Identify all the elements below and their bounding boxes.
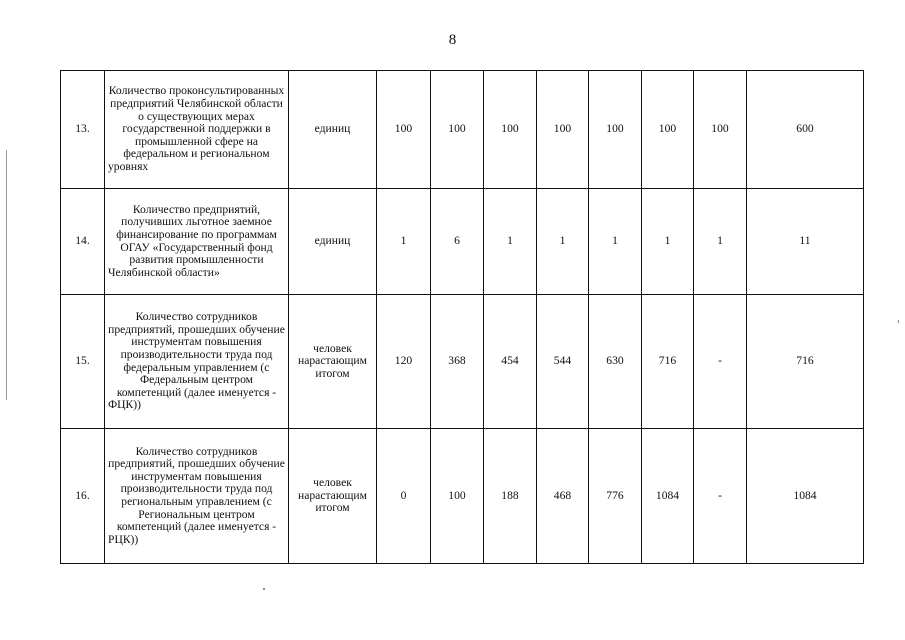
indicator-name: Количество сотрудников предприятий, прошедших обучение инструментам повышения производительности труда под региональным управлением (с Региональным центром компетенций (далее именуется - РЦК))	[105, 429, 289, 564]
value-cell: 100	[377, 71, 431, 189]
value-cell: -	[694, 295, 747, 429]
unit-cell: единиц	[289, 71, 377, 189]
unit-cell: единиц	[289, 189, 377, 295]
total-cell: 600	[747, 71, 864, 189]
value-cell: 100	[484, 71, 537, 189]
value-cell: 1	[589, 189, 642, 295]
indicator-name: Количество проконсультированных предприятий Челябинской области о существующих мерах государственной поддержки в промышленной сфере на федеральном и региональном уровнях	[105, 71, 289, 189]
value-cell: 100	[642, 71, 694, 189]
total-cell: 11	[747, 189, 864, 295]
value-cell: 100	[431, 429, 484, 564]
row-number: 16.	[61, 429, 105, 564]
indicators-table	[60, 70, 864, 564]
row-number: 13.	[61, 71, 105, 189]
table-row	[61, 429, 864, 564]
value-cell: 716	[642, 295, 694, 429]
page-number: 8	[448, 32, 457, 48]
value-cell: 1	[484, 189, 537, 295]
value-cell: 468	[537, 429, 589, 564]
unit-cell: человек нарастающим итогом	[289, 429, 377, 564]
table-row	[61, 71, 864, 189]
unit-cell: человек нарастающим итогом	[289, 295, 377, 429]
value-cell: 0	[377, 429, 431, 564]
value-cell: 100	[431, 71, 484, 189]
indicator-name: Количество предприятий, получивших льготное заемное финансирование по программам ОГАУ «Государственный фонд развития промышленности Челябинской области»	[105, 189, 289, 295]
value-cell: 544	[537, 295, 589, 429]
total-cell: 716	[747, 295, 864, 429]
value-cell: 100	[589, 71, 642, 189]
row-number: 14.	[61, 189, 105, 295]
value-cell: 1	[642, 189, 694, 295]
value-cell: 100	[537, 71, 589, 189]
indicator-name: Количество сотрудников предприятий, прошедших обучение инструментам повышения производительности труда под федеральным управлением (с Федеральным центром компетенций (далее именуется - ФЦК))	[105, 295, 289, 429]
table-row	[61, 189, 864, 295]
value-cell: 630	[589, 295, 642, 429]
scan-margin-line	[6, 150, 7, 400]
value-cell: 100	[694, 71, 747, 189]
value-cell: 1	[377, 189, 431, 295]
value-cell: 1084	[642, 429, 694, 564]
total-cell: 1084	[747, 429, 864, 564]
value-cell: 776	[589, 429, 642, 564]
value-cell: 1	[537, 189, 589, 295]
value-cell: 454	[484, 295, 537, 429]
table-row	[61, 295, 864, 429]
scan-speck	[263, 588, 265, 590]
value-cell: 1	[694, 189, 747, 295]
scan-speck	[898, 320, 899, 323]
row-number: 15.	[61, 295, 105, 429]
value-cell: 120	[377, 295, 431, 429]
value-cell: -	[694, 429, 747, 564]
value-cell: 188	[484, 429, 537, 564]
value-cell: 368	[431, 295, 484, 429]
value-cell: 6	[431, 189, 484, 295]
